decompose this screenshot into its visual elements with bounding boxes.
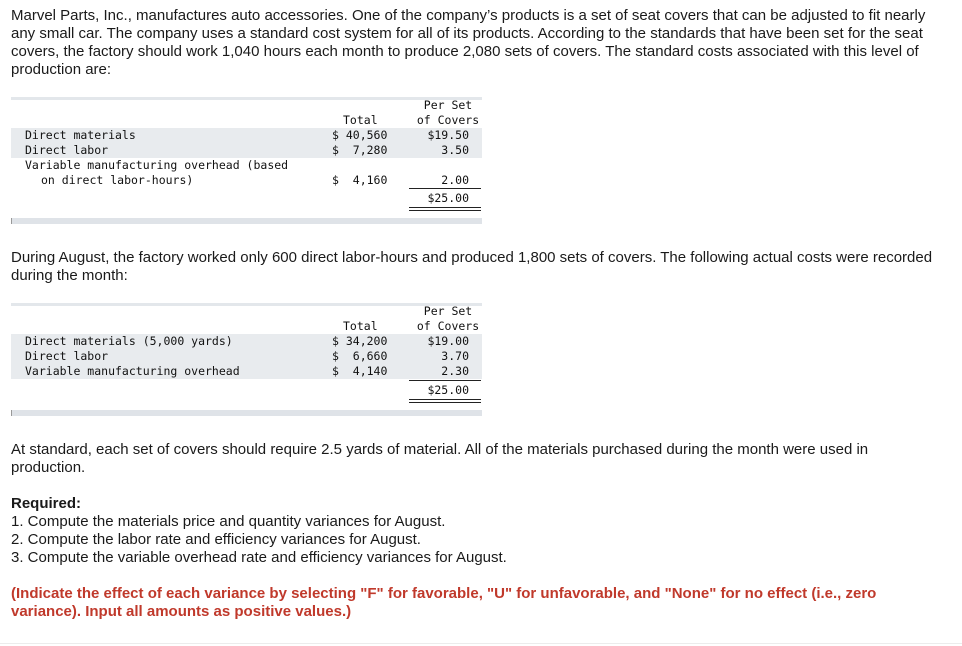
double-underline (409, 207, 481, 211)
sum-underline (409, 188, 481, 189)
table-row (11, 128, 482, 143)
august-paragraph: During August, the factory worked only 600 direct labor-hours and produced 1,800 sets of covers. The following actual costs were recorded during the month: (11, 249, 933, 284)
table2-header-per-set: Per Set (423, 304, 473, 318)
row-per-set: 2.30 (441, 364, 469, 378)
row-per-set: $19.00 (427, 334, 469, 348)
table-row (11, 364, 482, 379)
required-item-2: 2. Compute the labor rate and efficiency variances for August. (11, 531, 421, 548)
table2-total-row (11, 383, 482, 398)
row-label-continued: on direct labor-hours) (41, 173, 194, 187)
table1-header-row-2 (11, 113, 482, 128)
table-row (11, 158, 482, 173)
table2-header-row-1 (11, 304, 482, 319)
standard-cost-table (11, 97, 482, 213)
row-total: $ 6,660 (332, 349, 388, 363)
row-label: Direct labor (25, 349, 109, 363)
required-item-1: 1. Compute the materials price and quantity variances for August. (11, 513, 446, 530)
total-per-set: $25.00 (427, 191, 469, 205)
table2-bottom-bar (11, 410, 482, 416)
row-total: $ 7,280 (332, 143, 388, 157)
table2-header-of-covers: of Covers (416, 319, 480, 333)
table2-header-total: Total (343, 319, 378, 333)
row-label: Variable manufacturing overhead (based (25, 158, 289, 172)
row-total: $ 4,160 (332, 173, 388, 187)
row-label: Direct labor (25, 143, 109, 157)
required-item-3: 3. Compute the variable overhead rate and efficiency variances for August. (11, 549, 507, 566)
required-heading: Required: (11, 495, 82, 512)
sum-underline (409, 380, 481, 381)
row-per-set: 3.70 (441, 349, 469, 363)
standard-note: At standard, each set of covers should require 2.5 yards of material. All of the materials purchased during the month were used in production. (11, 441, 869, 476)
double-underline (409, 399, 481, 403)
table-row (11, 173, 482, 188)
table-row (11, 143, 482, 158)
table1-header-of-covers: of Covers (416, 113, 480, 127)
table1-header-per-set: Per Set (423, 98, 473, 112)
row-per-set: 2.00 (441, 173, 469, 187)
row-total: $ 4,140 (332, 364, 388, 378)
row-label: Direct materials (25, 128, 136, 142)
actual-cost-table (11, 303, 482, 403)
table-row (11, 334, 482, 349)
table1-total-row (11, 191, 482, 206)
row-per-set: 3.50 (441, 143, 469, 157)
row-total: $ 34,200 (332, 334, 388, 348)
table2-header-row-2 (11, 319, 482, 334)
intro-paragraph: Marvel Parts, Inc., manufactures auto accessories. One of the company’s products is a set of seat covers that can be adjusted to fit nearly any small car. The company uses a standard cost system for all of its products. According to the standards that have been set for the seat covers, the factory should work 1,040 hours each month to produce 2,080 sets of covers. The standard costs associated with this level of production are: (11, 7, 926, 78)
row-label: Direct materials (5,000 yards) (25, 334, 233, 348)
table-row (11, 349, 482, 364)
instruction-note: (Indicate the effect of each variance by selecting "F" for favorable, "U" for unfavorable, and "None" for no effect (i.e., zero variance). Input all amounts as positive values.) (11, 585, 877, 620)
table1-bottom-bar (11, 218, 482, 224)
row-total: $ 40,560 (332, 128, 388, 142)
table1-header-row-1 (11, 98, 482, 113)
row-label: Variable manufacturing overhead (25, 364, 240, 378)
bottom-divider (0, 643, 962, 644)
row-per-set: $19.50 (427, 128, 469, 142)
total-per-set: $25.00 (427, 383, 469, 397)
table1-header-total: Total (343, 113, 378, 127)
